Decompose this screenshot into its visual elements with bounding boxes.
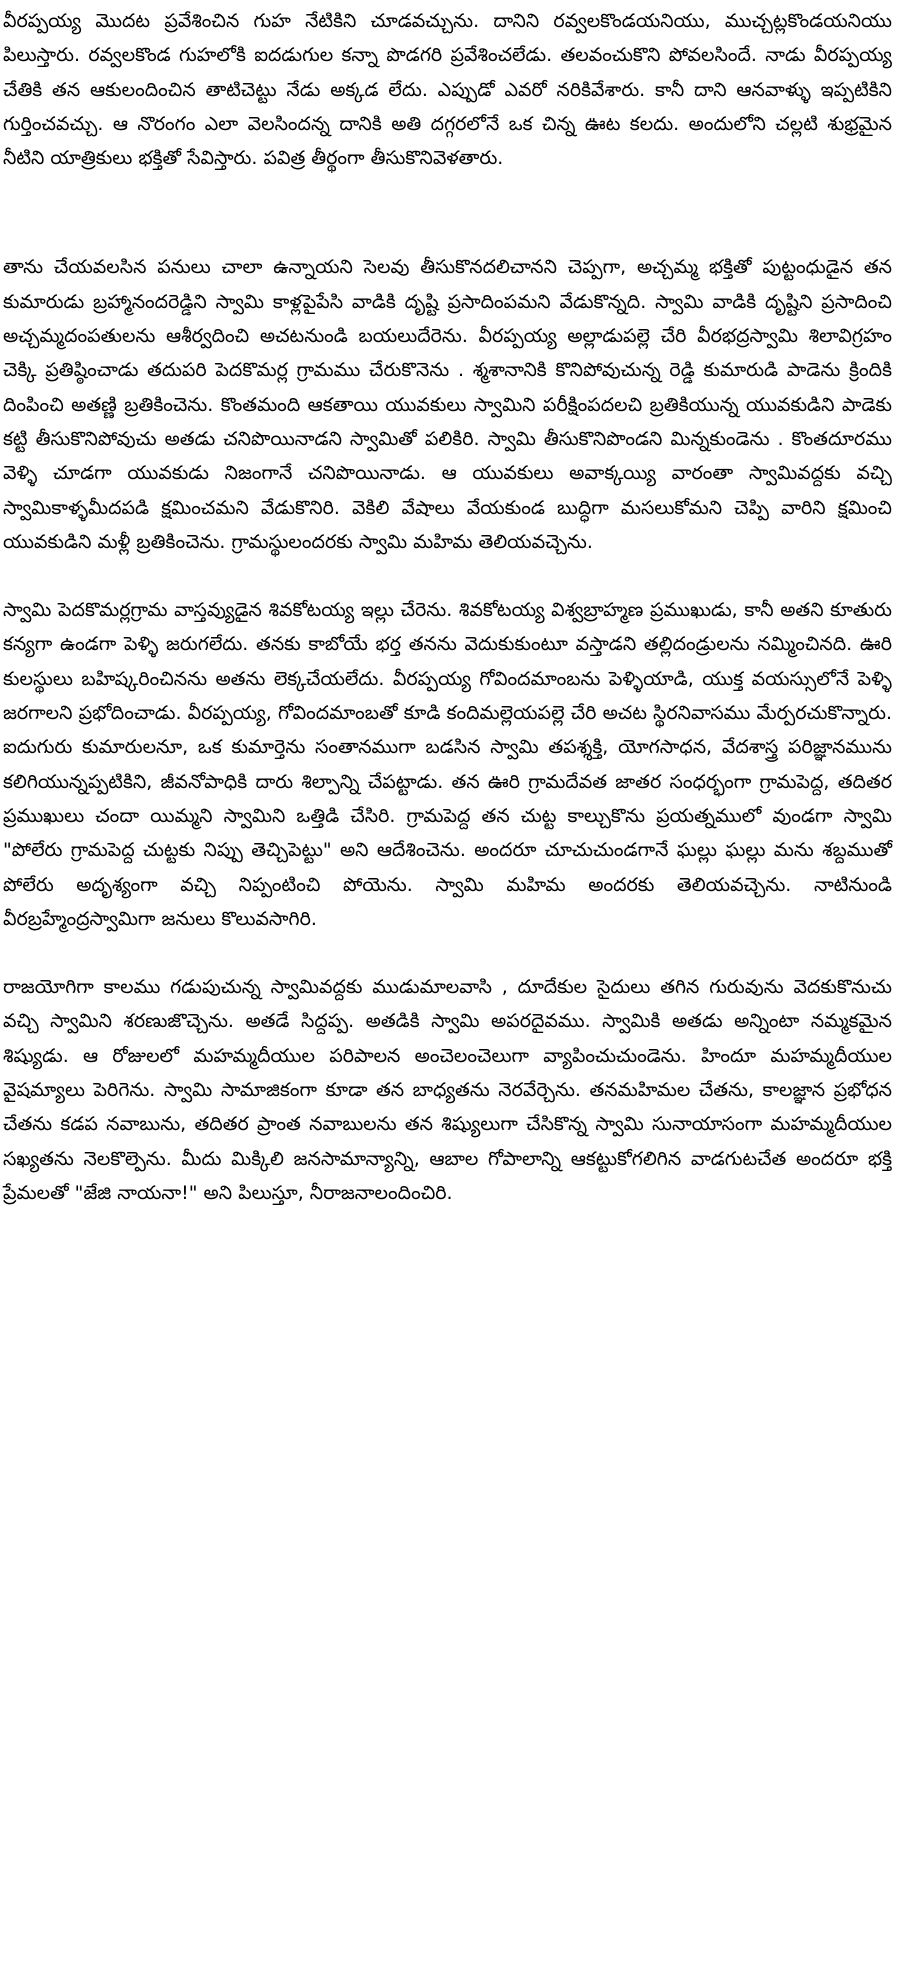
paragraph-1: వీరప్పయ్య మొదట ప్రవేశించిన గుహ నేటికిని చూడవచ్చును. దానిని రవ్వలకొండయనియు, ముచ్చట్లకొండయనియు పిలుస్తారు. రవ్వలకొండ గుహలోకి ఐదడుగుల కన్నా పొడగరి ప్రవేశించలేడు. తలవంచుకొని పోవలసిందే. నాడు వీరప్పయ్య చేతికి తన ఆకులందించిన తాటిచెట్టు నేడు అక్కడ లేదు. ఎప్పుడో ఎవరో నరికివేశారు. కానీ దాని ఆనవాళ్ళు ఇప్పటికిని గుర్తించవచ్చు. ఆ నొరంగం ఎలా వెలసిందన్న దానికి అతి దగ్గరలోనే ఒక చిన్న ఊట కలదు. అందులోని చల్లటి శుభ్రమైన నీటిని యాత్రికులు భక్తితో సేవిస్తారు. పవిత్ర తీర్థంగా తీసుకొనివెళతారు.: [3, 10, 892, 170]
paragraph-3: స్వామి పెదకొమర్లగ్రామ వాస్తవ్యుడైన శివకోటయ్య ఇల్లు చేరెను. శివకోటయ్య విశ్వబ్రాహ్మణ ప్రముఖుడు, కానీ అతని కూతురు కన్యగా ఉండగా పెళ్ళి జరుగలేదు. తనకు కాబోయే భర్త తనను వెదుకుకుంటూ వస్తాడని తల్లిదండ్రులను నమ్మించినది. ఊరి కులస్థులు బహిష్కరించినను అతను లెక్కచేయలేదు. వీరప్పయ్య గోవిందమాంబను పెళ్ళియాడి, యుక్త వయస్సులోనే పెళ్ళి జరగాలని ప్రభోదించాడు. వీరప్పయ్య, గోవిందమాంబతో కూడి కందిమల్లెయపల్లె చేరి అచట స్థిరనివాసము మేర్పరచుకొన్నారు. ఐదుగురు కుమారులనూ, ఒక కుమార్తెను సంతానముగా బడసిన స్వామి తపశ్శక్తి, యోగసాధన, వేదశాస్త్ర పరిజ్ఞానమును కలిగియున్నప్పటికిని, జీవనోపాధికి దారు శిల్పాన్ని చేపట్టాడు. తన ఊరి గ్రామదేవత జాతర సంధర్భంగా గ్రామపెద్ద, తదితర ప్రముఖులు చందా యిమ్మని స్వామిని ఒత్తిడి చేసిరి. గ్రామపెద్ద తన చుట్ట కాల్చుకొను ప్రయత్నములో వుండగా స్వామి "పోలేరు గ్రామపెద్ద చుట్టకు నిప్పు తెచ్చిపెట్టు" అని ఆదేశించెను. అందరూ చూచుచుండగానే ఘల్లు ఘల్లు మను శబ్దముతో పోలేరు అదృశ్యంగా వచ్చి నిప్పంటించి పోయెను. స్వామి మహిమ అందరకు తెలియవచ్చెను. నాటినుండి వీరబ్రహ్మేంద్రస్వామిగా జనులు కొలువసాగిరి.: [3, 599, 892, 930]
paragraph-2: తాను చేయవలసిన పనులు చాలా ఉన్నాయని సెలవు తీసుకొనదలిచానని చెప్పగా, అచ్చమ్మ భక్తితో పుట్టంధుడైన తన కుమారుడు బ్రహ్మానందరెడ్డిని స్వామి కాళ్లపైపేసి వాడికి దృష్టి ప్రసాదింపమని వేడుకొన్నది. స్వామి వాడికి దృష్టిని ప్రసాదించి అచ్చమ్మదంపతులను ఆశీర్వదించి అచటనుండి బయలుదేరెను. వీరప్పయ్య అల్లాడుపల్లె చేరి వీరభద్రస్వామి శిలావిగ్రహం చెక్కి ప్రతిష్ఠించాడు తదుపరి పెదకొమర్ల గ్రామము చేరుకొనెను . శ్మశానానికి కొనిపోవుచున్న రెడ్డి కుమారుడి పాడెను క్రిందికి దింపించి అతణ్ణి బ్రతికించెను. కొంతమంది ఆకతాయి యువకులు స్వామిని పరీక్షింపదలచి బ్రతికియున్న యువకుడిని పాడెకు కట్టి తీసుకొనిపోవుచు అతడు చనిపొయినాడని స్వామితో పలికిరి. స్వామి తీసుకొనిపొండని మిన్నకుండెను . కొంతదూరము వెళ్ళి చూడగా యువకుడు నిజంగానే చనిపొయినాడు. ఆ యువకులు అవాక్కయ్యి వారంతా స్వామివద్దకు వచ్చి స్వామికాళ్ళమీదపడి క్షమించమని వేడుకొనిరి. వెకిలి వేషాలు వేయకుండ బుద్ధిగా మసలుకోమని చెప్పి వారిని క్షమించి యువకుడిని మళ్లీ బ్రతికించెను. గ్రామస్థులందరకు స్వామి మహిమ తెలియవచ్చెను.: [3, 256, 892, 553]
paragraph-4: రాజయోగిగా కాలము గడుపుచున్న స్వామివద్దకు ముడుమాలవాసి , దూదేకుల సైదులు తగిన గురువును వెదకుకొనుచు వచ్చి స్వామిని శరణుజొచ్చెను. అతడే సిద్దప్ప. అతడికి స్వామి అపరదైవము. స్వామికి అతడు అన్నింటా నమ్మకమైన శిష్యుడు. ఆ రోజులలో మహమ్మదీయుల పరిపాలన అంచెలంచెలుగా వ్యాపించుచుండెను. హిందూ మహమ్మదీయుల వైషమ్యాలు పెరిగెను. స్వామి సామాజికంగా కూడా తన బాధ్యతను నెరవేర్చెను. తనమహిమల చేతను, కాలజ్ఞాన ప్రభోధన చేతను కడప నవాబును, తదితర ప్రాంత నవాబులను తన శిష్యులుగా చేసికొన్న స్వామి సునాయాసంగా మహమ్మదీయుల సఖ్యతను నెలకొల్పెను. మీదు మిక్కిలి జనసామాన్యాన్ని, ఆబాల గోపాలాన్ని ఆకట్టుకోగలిగిన వాడగుటచేత అందరూ భక్తి ప్రేమలతో "జేజి నాయనా!" అని పిలుస్తూ, నీరాజనాలందించిరి.: [3, 976, 892, 1204]
